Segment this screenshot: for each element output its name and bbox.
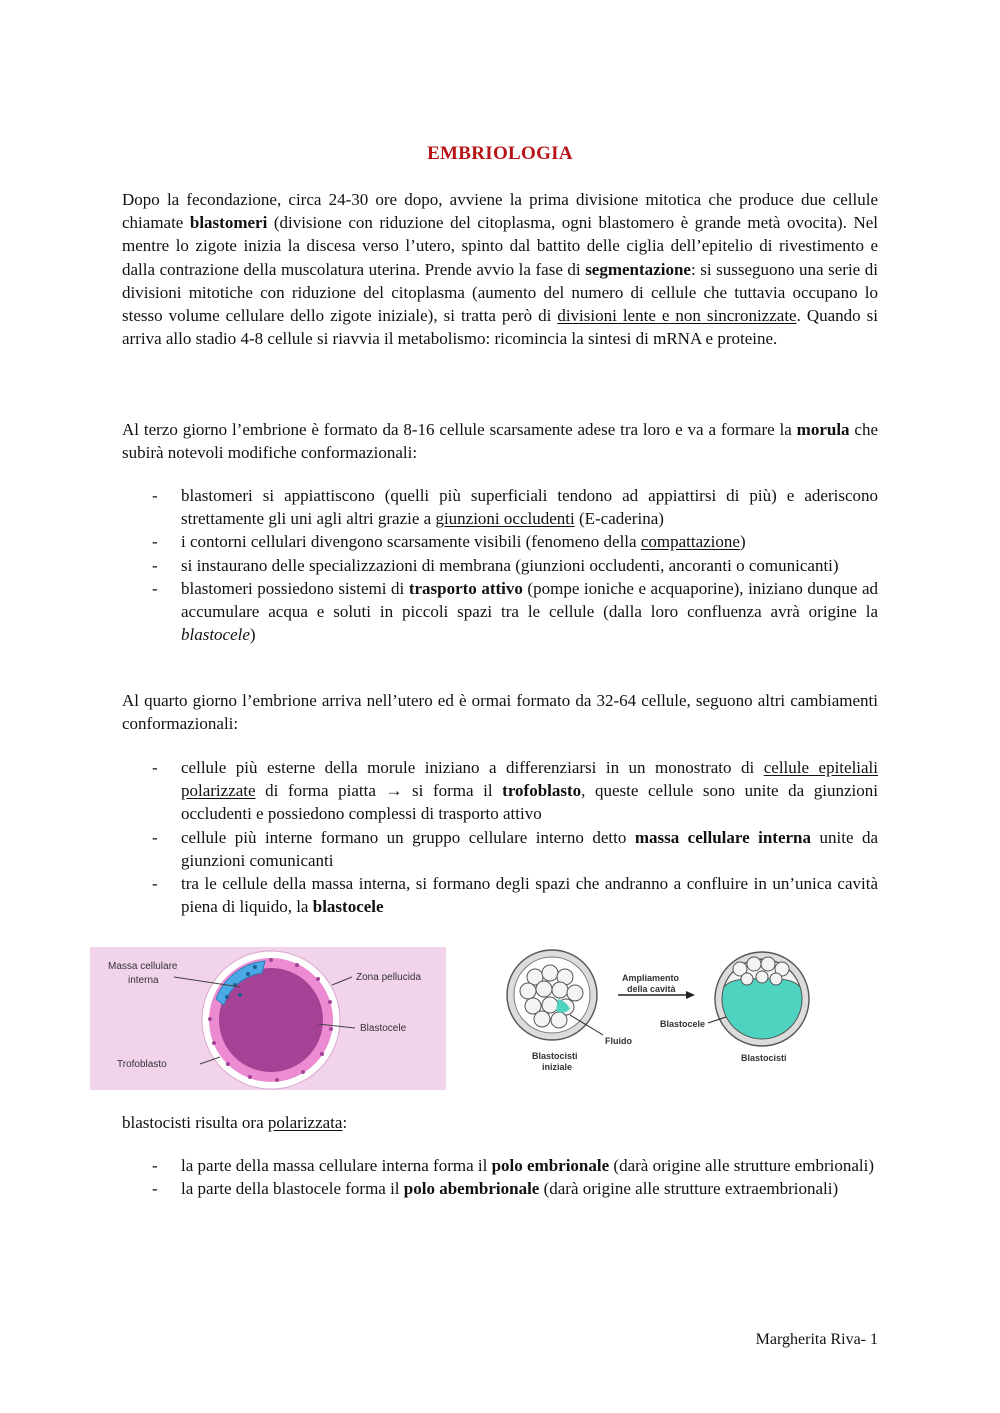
text-run: divisioni lente e non sincronizzate — [557, 306, 797, 326]
list-text-run: i contorni cellulari divengono scarsamente visibili (fenomeno della — [181, 532, 641, 552]
text-run: polarizzata — [267, 1113, 343, 1132]
bullet-dash: - — [152, 555, 158, 575]
text-run: Al quarto giorno l’embrione arriva nell’utero ed è ormai formato da 32-64 cellule, seguono altri cambiamenti conformazionali: — [122, 691, 878, 734]
list-item — [122, 756, 878, 826]
list-text-run: la parte della massa cellulare interna forma il — [181, 1156, 492, 1175]
list-item — [122, 554, 878, 577]
paragraph-blastocyst — [122, 689, 878, 735]
list-text-run: blastocele — [312, 897, 384, 917]
page-footer: Margherita Riva- 1 — [755, 1331, 878, 1348]
text-run: Al terzo giorno l’embrione è formato da 8-16 cellule scarsamente adese tra loro e va a formare la — [122, 420, 797, 439]
list-item — [122, 577, 878, 647]
list-text-run: trofoblasto — [502, 781, 582, 801]
list-text-run: blastocele — [181, 625, 250, 645]
paragraph-polarized — [122, 1111, 878, 1134]
text-run: . Quando si arriva allo stadio 4-8 cellule si riavvia il metabolismo: ricomincia la sintesi di mRNA e proteine. — [122, 306, 879, 349]
list-text-run: cellule epiteliali polarizzate — [181, 758, 879, 801]
list-text-run: compattazione — [640, 532, 740, 552]
bullet-dash: - — [152, 827, 158, 847]
list-text-run: di forma piatta → si forma il — [255, 781, 503, 801]
paragraph-segmentation — [122, 188, 878, 350]
label-inner-mass-2: interna — [128, 975, 159, 986]
list-text-run: polo abembrionale — [403, 1179, 540, 1199]
list-blastocyst-changes — [122, 756, 878, 918]
list-text-run: unite da giunzioni comunicanti — [181, 827, 878, 870]
label-trofoblasto: Trofoblasto — [117, 1059, 167, 1070]
list-text-run: cellule più interne formano un gruppo cellulare interno detto — [181, 827, 635, 847]
text-run: blastomeri — [189, 213, 268, 233]
list-poles — [122, 1154, 878, 1200]
list-text-run: (darà origine alle strutture embrionali) — [609, 1156, 874, 1175]
text-run: morula — [796, 420, 850, 439]
paragraph-morula — [122, 418, 878, 464]
text-run: (divisione con riduzione del citoplasma, ogni blastomero è grande metà ovocita). Nel mentre lo zigote inizia la discesa verso l’utero, spinto dal battito delle ciglia dell’epitelio di rivestimento e dalla contrazione della muscolatura uterina. Prende avvio la fase di — [122, 213, 878, 279]
list-text-run: massa cellulare interna — [634, 827, 812, 847]
list-text-run: trasporto attivo — [408, 578, 523, 598]
list-text-run: tra le cellule della massa interna, si formano degli spazi che andranno a confluire in un’unica cavità piena di liquido, la — [181, 874, 878, 917]
list-text-run: ) — [249, 625, 256, 645]
label-initial-blastocyst: Blastocisti — [532, 1051, 578, 1061]
text-run: segmentazione — [585, 259, 691, 279]
label-initial-blastocyst-2: iniziale — [542, 1062, 573, 1072]
bullet-dash: - — [152, 532, 158, 552]
list-text-run: (pompe ioniche e acquaporine), iniziano dunque ad accumulare acqua e soluti in piccoli spazi tra le cellule (dalla loro confluenza avrà origine la — [181, 578, 879, 622]
label-fluido: Fluido — [605, 1036, 632, 1046]
bullet-dash: - — [152, 874, 158, 894]
list-item — [122, 826, 878, 872]
bullet-dash: - — [152, 1179, 158, 1199]
text-run: che subirà notevoli modifiche conformazionali: — [122, 420, 878, 463]
list-text-run: giunzioni occludenti — [435, 509, 575, 529]
label-della-cavita: della cavità — [627, 984, 676, 994]
expansion-arrow-head — [686, 991, 695, 999]
list-text-run: blastomeri si appiattiscono (quelli più superficiali tendono ad appiattirsi di più) e aderiscono strettamente gli uni agli altri grazie a — [181, 486, 878, 529]
bullet-dash: - — [152, 578, 158, 598]
text-run: blastocisti risulta ora — [122, 1113, 268, 1132]
text-run: : — [342, 1113, 348, 1132]
list-text-run: (darà origine alle strutture extraembrionali) — [539, 1179, 839, 1199]
bullet-dash: - — [152, 758, 158, 777]
list-item — [122, 1154, 878, 1177]
bullet-dash: - — [152, 1156, 158, 1175]
list-text-run: si instaurano delle specializzazioni di membrana (giunzioni occludenti, ancoranti o comunicanti) — [181, 555, 839, 575]
label-zona-pellucida: Zona pellucida — [356, 972, 422, 983]
label-final-blastocyst: Blastocisti — [741, 1053, 787, 1063]
list-text-run: ) — [739, 532, 746, 552]
list-text-run: (E-caderina) — [574, 509, 664, 529]
list-text-run: polo embrionale — [491, 1156, 610, 1175]
list-item — [122, 1177, 878, 1200]
list-text-run: , queste cellule sono unite da giunzioni occludenti e possiedono complessi di trasporto attivo — [181, 781, 879, 824]
list-text-run: blastomeri possiedono sistemi di — [181, 578, 409, 598]
list-item — [122, 484, 878, 530]
label-ampliamento: Ampliamento — [622, 973, 680, 983]
blastocyst-diagram — [90, 947, 446, 1090]
label-blastocele-2: Blastocele — [660, 1019, 706, 1029]
list-text-run: la parte della blastocele forma il — [181, 1179, 404, 1199]
blastocyst-expansion-diagram — [500, 947, 820, 1082]
list-morula-changes — [122, 484, 878, 646]
text-run: Dopo la fecondazione, circa 24-30 ore dopo, avviene la prima divisione mitotica che produce due cellule chiamate — [122, 190, 878, 233]
label-inner-mass: Massa cellulare — [108, 961, 178, 972]
label-blastocele: Blastocele — [360, 1023, 407, 1034]
list-text-run: cellule più esterne della morule iniziano a differenziarsi in un monostrato di — [181, 758, 764, 777]
bullet-dash: - — [152, 486, 158, 505]
list-item — [122, 872, 878, 918]
document-title: EMBRIOLOGIA — [427, 143, 573, 164]
list-item — [122, 530, 878, 553]
text-run: : si susseguono una serie di divisioni mitotiche con riduzione del citoplasma (aumento del numero di cellule che tuttavia occupano lo stesso volume cellulare dello zigote iniziale), si tratta però di — [122, 259, 878, 326]
